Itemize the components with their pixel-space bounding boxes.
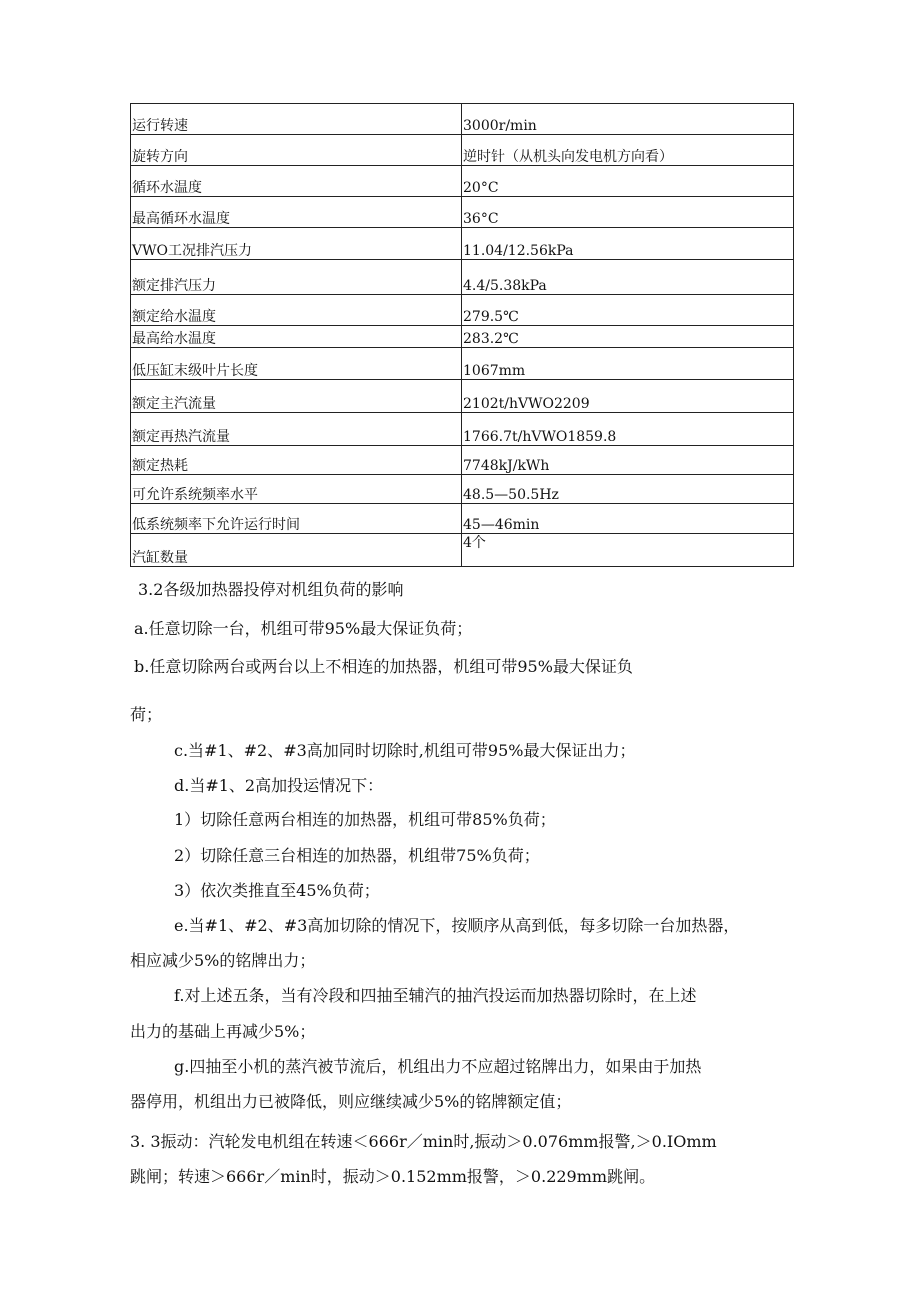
- table-value: 4.4/5.38kPa: [462, 260, 794, 295]
- spec-table: [130, 103, 794, 567]
- table-value: 3000r/min: [462, 104, 794, 135]
- table-value: 20°C: [462, 166, 794, 197]
- table-label: 旋转方向: [131, 135, 462, 166]
- table-row: [131, 104, 794, 135]
- table-value: 283.2℃: [462, 326, 794, 348]
- table-label: 循环水温度: [131, 166, 462, 197]
- table-row: [131, 504, 794, 534]
- item-b-line2: 荷；: [130, 705, 163, 724]
- table-label: 额定排汽压力: [131, 260, 462, 295]
- table-value: 1766.7t/hVWO1859.8: [462, 413, 794, 446]
- table-row: [131, 135, 794, 166]
- table-row: [131, 197, 794, 228]
- item-d3: 3）依次类推直至45%负荷；: [174, 881, 380, 900]
- table-label: 最高给水温度: [131, 326, 462, 348]
- table-row: [131, 295, 794, 326]
- item-c: c.当#1、#2、#3高加同时切除时,机组可带95%最大保证出力；: [174, 741, 636, 760]
- item-e-line1: e.当#1、#2、#3高加切除的情况下，按顺序从高到低，每多切除一台加热器，: [174, 916, 740, 935]
- item-f-line1: f.对上述五条，当有冷段和四抽至辅汽的抽汽投运而加热器切除时，在上述: [174, 986, 697, 1005]
- table-value: 4个: [462, 534, 794, 567]
- table-value: 11.04/12.56kPa: [462, 228, 794, 260]
- table-label: 额定热耗: [131, 446, 462, 475]
- table-value: 45—46min: [462, 504, 794, 534]
- section-3-3-line1: 3. 3振动：汽轮发电机组在转速＜666r／min时,振动＞0.076mm报警,＞0.IOmm: [130, 1132, 717, 1151]
- item-f-line2: 出力的基础上再减少5%；: [130, 1022, 316, 1041]
- item-g-line1: g.四抽至小机的蒸汽被节流后，机组出力不应超过铭牌出力，如果由于加热: [174, 1057, 702, 1076]
- table-label: 额定给水温度: [131, 295, 462, 326]
- item-d2: 2）切除任意三台相连的加热器，机组带75%负荷；: [174, 846, 540, 865]
- table-value: 7748kJ/kWh: [462, 446, 794, 475]
- table-row: [131, 380, 794, 413]
- table-row: [131, 348, 794, 380]
- table-label: 额定主汽流量: [131, 380, 462, 413]
- table-label: 汽缸数量: [131, 534, 462, 567]
- table-label: 运行转速: [131, 104, 462, 135]
- item-a: a.任意切除一台，机组可带95%最大保证负荷；: [134, 619, 473, 638]
- table-label: 可允许系统频率水平: [131, 475, 462, 504]
- item-b-line1: b.任意切除两台或两台以上不相连的加热器，机组可带95%最大保证负: [134, 657, 633, 676]
- table-row: [131, 475, 794, 504]
- table-value: 36°C: [462, 197, 794, 228]
- table-label: 额定再热汽流量: [131, 413, 462, 446]
- item-d: d.当#1、2高加投运情况下：: [174, 776, 384, 795]
- item-e-line2: 相应减少5%的铭牌出力；: [130, 951, 316, 970]
- section-heading-3-2: 3.2各级加热器投停对机组负荷的影响: [138, 580, 404, 599]
- table-row: [131, 228, 794, 260]
- table-row: [131, 260, 794, 295]
- table-row: [131, 413, 794, 446]
- table-value: 279.5℃: [462, 295, 794, 326]
- table-row: [131, 446, 794, 475]
- item-g-line2: 器停用，机组出力已被降低，则应继续减少5%的铭牌额定值；: [130, 1092, 572, 1111]
- table-label: 最高循环水温度: [131, 197, 462, 228]
- table-value: 48.5—50.5Hz: [462, 475, 794, 504]
- table-label: VWO工况排汽压力: [131, 228, 462, 260]
- item-d1: 1）切除任意两台相连的加热器，机组可带85%负荷；: [174, 810, 556, 829]
- table-value: 2102t/hVWO2209: [462, 380, 794, 413]
- table-row: [131, 326, 794, 348]
- table-value: 1067mm: [462, 348, 794, 380]
- table-row: [131, 534, 794, 567]
- section-3-3-line2: 跳闸；转速＞666r／min时，振动＞0.152mm报警，＞0.229mm跳闸。: [130, 1167, 656, 1186]
- table-value: 逆时针（从机头向发电机方向看）: [462, 135, 794, 166]
- table-label: 低系统频率下允许运行时间: [131, 504, 462, 534]
- table-label: 低压缸末级叶片长度: [131, 348, 462, 380]
- table-row: [131, 166, 794, 197]
